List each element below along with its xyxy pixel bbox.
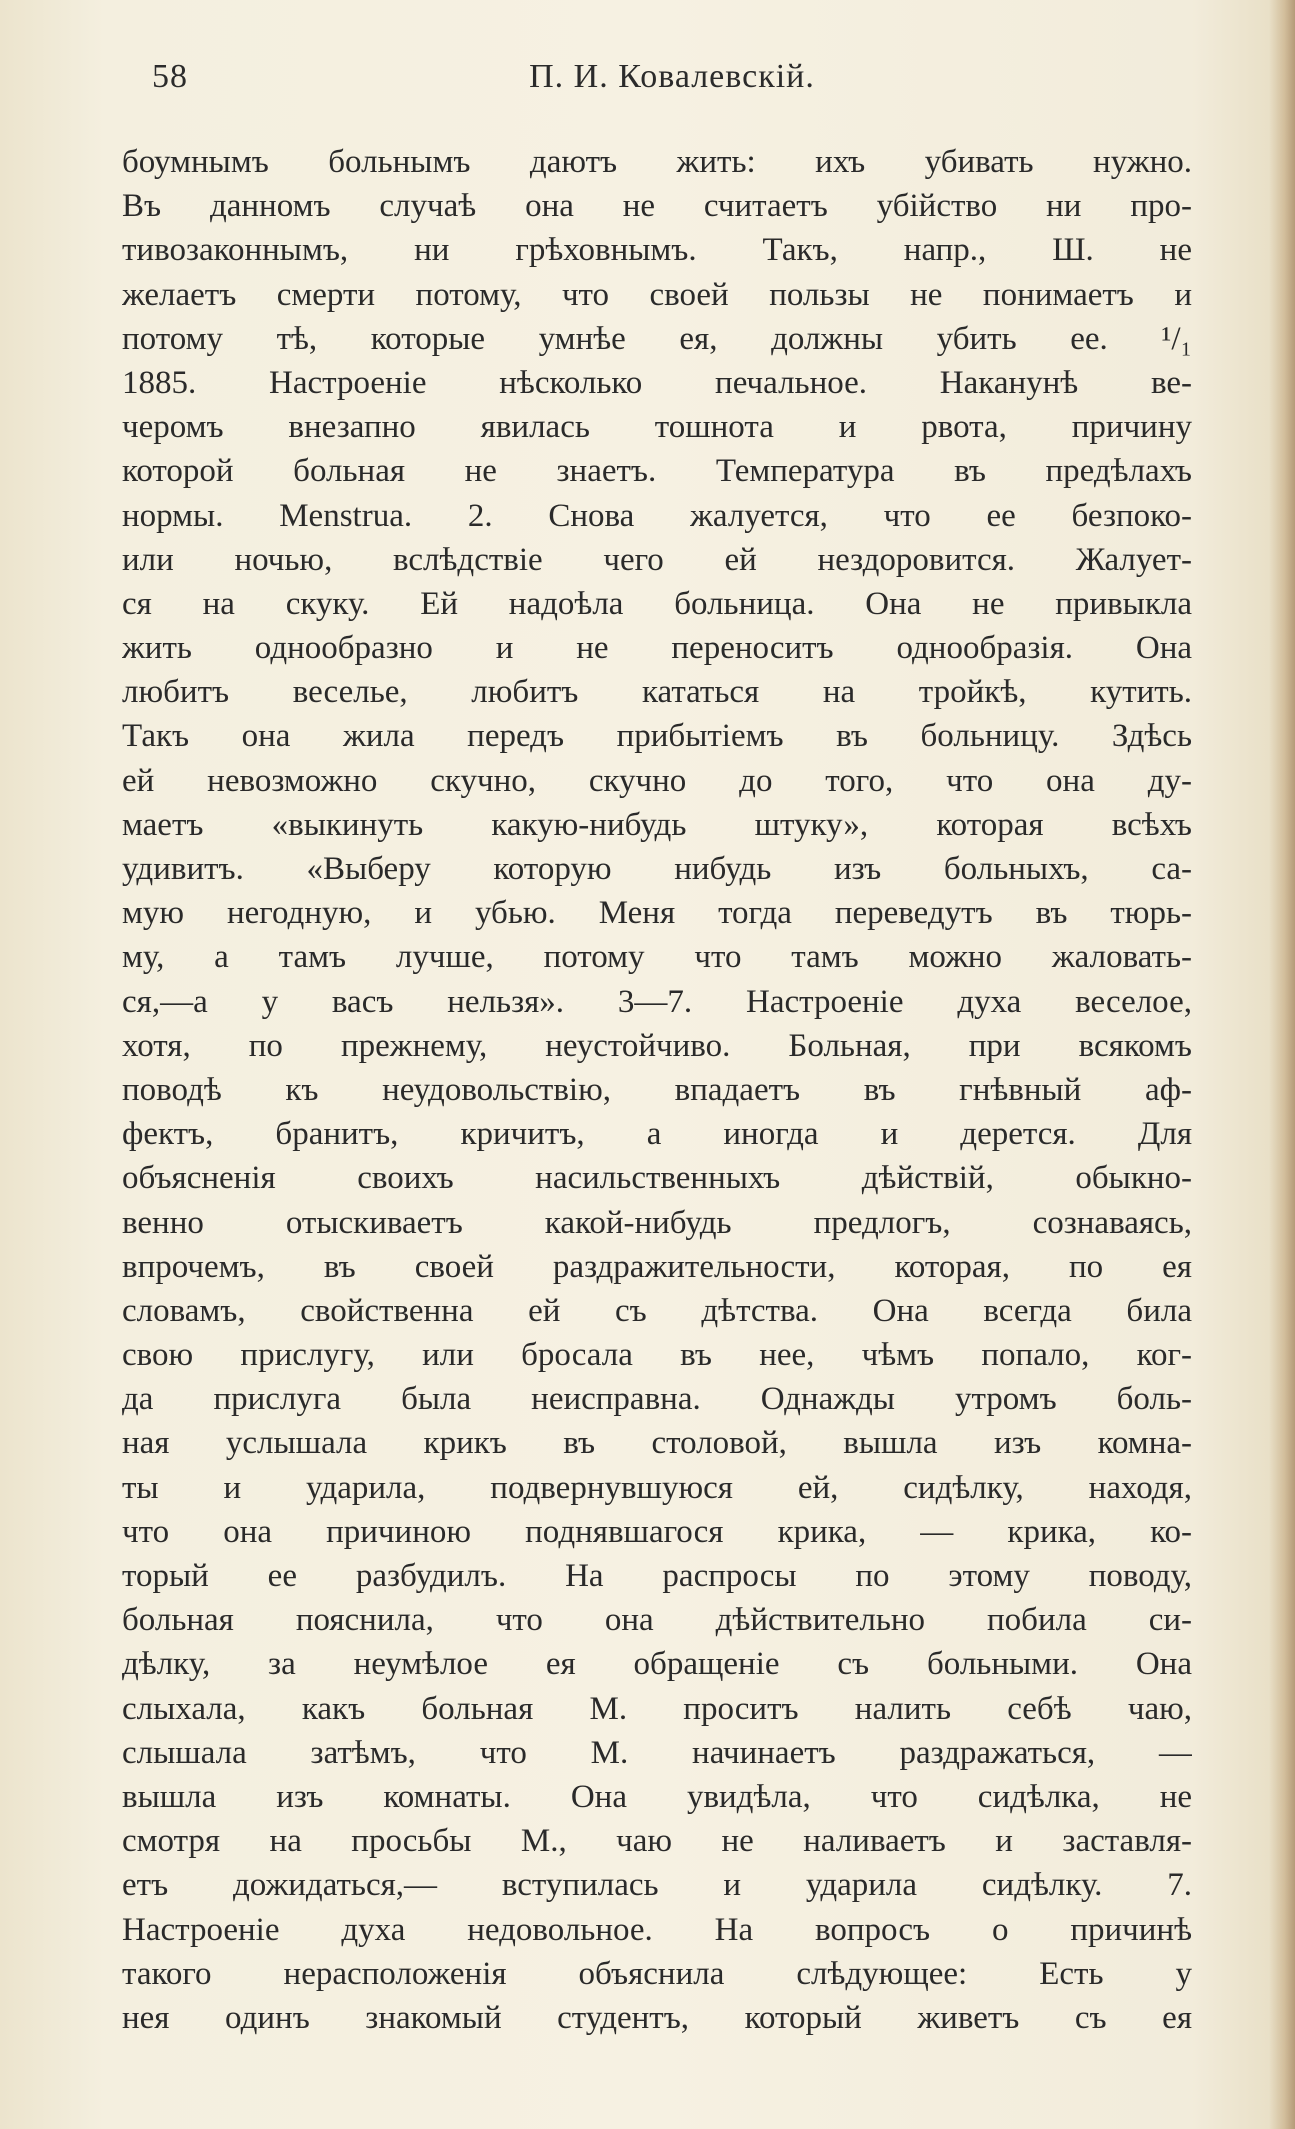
text-line: му, а тамъ лучше, потому что тамъ можно жаловать- bbox=[122, 939, 1192, 976]
text-line: такого нерасположенія объяснила слѣдующее: Есть у bbox=[122, 1955, 1192, 1992]
text-line: хотя, по прежнему, неустойчиво. Больная, при всякомъ bbox=[122, 1027, 1192, 1064]
page-edge-shadow bbox=[1269, 0, 1295, 2129]
text-line: потому тѣ, которые умнѣе ея, должны убить ее. ¹/₁ bbox=[122, 320, 1192, 357]
body-text bbox=[122, 140, 1192, 2040]
text-line: да прислуга была неисправна. Однажды утромъ боль- bbox=[122, 1381, 1192, 1418]
running-head: П. И. Ковалевскій. bbox=[529, 58, 815, 95]
text-line: тивозаконнымъ, ни грѣховнымъ. Такъ, напр., Ш. не bbox=[122, 232, 1192, 269]
text-line: черомъ внезапно явилась тошнота и рвота, причину bbox=[122, 409, 1192, 446]
text-line: Такъ она жила передъ прибытіемъ въ больницу. Здѣсь bbox=[122, 718, 1192, 755]
text-line: что она причиною поднявшагося крика, — крика, ко- bbox=[122, 1513, 1192, 1550]
text-line: ты и ударила, подвернувшуюся ей, сидѣлку, находя, bbox=[122, 1469, 1192, 1506]
text-line: фектъ, бранитъ, кричитъ, а иногда и дерется. Для bbox=[122, 1116, 1192, 1153]
page-header bbox=[152, 58, 1192, 108]
text-line: словамъ, свойственна ей съ дѣтства. Она всегда била bbox=[122, 1292, 1192, 1329]
text-line: поводѣ къ неудовольствію, впадаетъ въ гнѣвный аф- bbox=[122, 1071, 1192, 1108]
text-line: торый ее разбудилъ. На распросы по этому поводу, bbox=[122, 1558, 1192, 1594]
text-line: ся,—а у васъ нельзя». 3—7. Настроеніе духа веселое, bbox=[122, 983, 1192, 1020]
text-line: етъ дожидаться,— вступилась и ударила сидѣлку. 7. bbox=[122, 1867, 1192, 1904]
text-line: удивитъ. «Выберу которую нибудь изъ больныхъ, са- bbox=[122, 851, 1192, 887]
text-line: желаетъ смерти потому, что своей пользы не понимаетъ и bbox=[122, 276, 1192, 313]
text-line: или ночью, вслѣдствіе чего ей нездоровится. Жалует- bbox=[122, 541, 1192, 578]
text-line: слышала затѣмъ, что М. начинаетъ раздражаться, — bbox=[122, 1734, 1192, 1771]
text-line: больная пояснила, что она дѣйствительно побила си- bbox=[122, 1602, 1192, 1639]
text-line: впрочемъ, въ своей раздражительности, которая, по ея bbox=[122, 1248, 1192, 1285]
text-line: объясненія своихъ насильственныхъ дѣйствій, обыкно- bbox=[122, 1160, 1192, 1197]
text-line: нормы. Menstrua. 2. Снова жалуется, что ее безпоко- bbox=[122, 497, 1192, 534]
page-number: 58 bbox=[152, 58, 188, 95]
text-line: Настроеніе духа недовольное. На вопросъ о причинѣ bbox=[122, 1911, 1192, 1948]
text-line: вышла изъ комнаты. Она увидѣла, что сидѣлка, не bbox=[122, 1778, 1192, 1815]
text-line: которой больная не знаетъ. Температура въ предѣлахъ bbox=[122, 453, 1192, 490]
text-line: 1885. Настроеніе нѣсколько печальное. Наканунѣ ве- bbox=[122, 364, 1192, 401]
text-line: нея одинъ знакомый студентъ, который живетъ съ ея bbox=[122, 1999, 1192, 2036]
text-line: Въ данномъ случаѣ она не считаетъ убійство ни про- bbox=[122, 188, 1192, 225]
text-line: любитъ веселье, любитъ кататься на тройкѣ, кутить. bbox=[122, 674, 1192, 711]
text-line: смотря на просьбы М., чаю не наливаетъ и заставля- bbox=[122, 1823, 1192, 1860]
text-line: слыхала, какъ больная М. проситъ налить себѣ чаю, bbox=[122, 1690, 1192, 1727]
text-line: ей невозможно скучно, скучно до того, что она ду- bbox=[122, 762, 1192, 799]
text-line: жить однообразно и не переноситъ однообразія. Она bbox=[122, 630, 1192, 667]
text-line: ся на скуку. Ей надоѣла больница. Она не привыкла bbox=[122, 585, 1192, 622]
text-line: дѣлку, за неумѣлое ея обращеніе съ больными. Она bbox=[122, 1646, 1192, 1683]
text-line: венно отыскиваетъ какой-нибудь предлогъ, сознаваясь, bbox=[122, 1204, 1192, 1241]
text-line: маетъ «выкинуть какую-нибудь штуку», которая всѣхъ bbox=[122, 806, 1192, 843]
text-line: свою прислугу, или бросала въ нее, чѣмъ попало, ког- bbox=[122, 1337, 1192, 1374]
text-line: боумнымъ больнымъ даютъ жить: ихъ убивать нужно. bbox=[122, 144, 1192, 180]
text-line: ная услышала крикъ въ столовой, вышла изъ комна- bbox=[122, 1425, 1192, 1462]
text-line: мую негодную, и убью. Меня тогда переведутъ въ тюрь- bbox=[122, 895, 1192, 932]
